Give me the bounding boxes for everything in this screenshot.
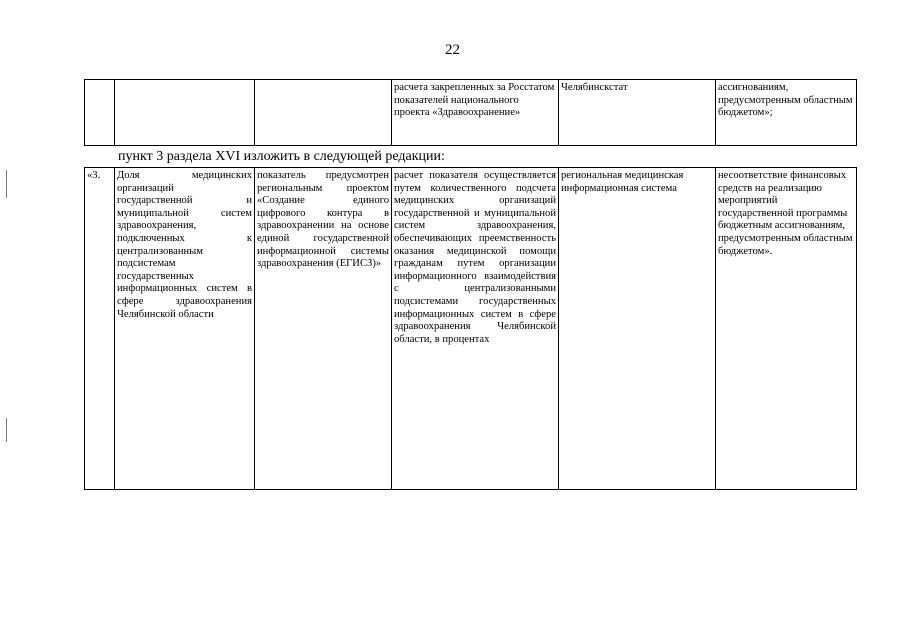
- table-cell: [255, 80, 392, 146]
- indicator-name: Доля медицинских организаций государственной и муниципальной систем здравоохранения, подключенных к централизованным подсистемам государственных информационных систем в сфере здравоохранения Челябинской области: [115, 168, 255, 490]
- calculation-method: расчет показателя осуществляется путем количественного подсчета медицинских организаций государственной и муниципальной систем здравоохранения, обеспечивающих преемственность оказания медицинской помощи гражданам путем организации информационного взаимодействия с централизованными подсистемами государственных информационных систем в сфере здравоохранения Челябинской области, в процентах: [392, 168, 559, 490]
- margin-mark: [6, 170, 7, 198]
- table-cell: Челябинскстат: [559, 80, 716, 146]
- table-cell: расчета закрепленных за Росстатом показателей национального проекта «Здравоохранение»: [392, 80, 559, 146]
- table-cell: [115, 80, 255, 146]
- measures-text: несоответствие финансовых средств на реализацию мероприятий государственной программы бюджетным ассигнованиям, предусмотренным областным бюджетом».: [716, 168, 857, 490]
- table-cell: [85, 80, 115, 146]
- indicator-basis: показатель предусмотрен региональным проектом «Создание единого цифрового контура в здравоохранении на основе единой государственной информационной системы здравоохранения (ЕГИСЗ)»: [255, 168, 392, 490]
- table-continuation: [84, 79, 857, 146]
- table-cell: ассигнованиям, предусмотренным областным бюджетом»;: [716, 80, 857, 146]
- table-row: [85, 168, 857, 490]
- margin-mark: [6, 418, 7, 442]
- row-number: «3.: [85, 168, 115, 490]
- page-number: 22: [445, 42, 460, 58]
- table-row: [85, 80, 857, 146]
- table-section-xvi: [84, 167, 857, 490]
- amendment-instruction: пункт 3 раздела XVI изложить в следующей редакции:: [118, 149, 445, 164]
- data-source: региональная медицинская информационная система: [559, 168, 716, 490]
